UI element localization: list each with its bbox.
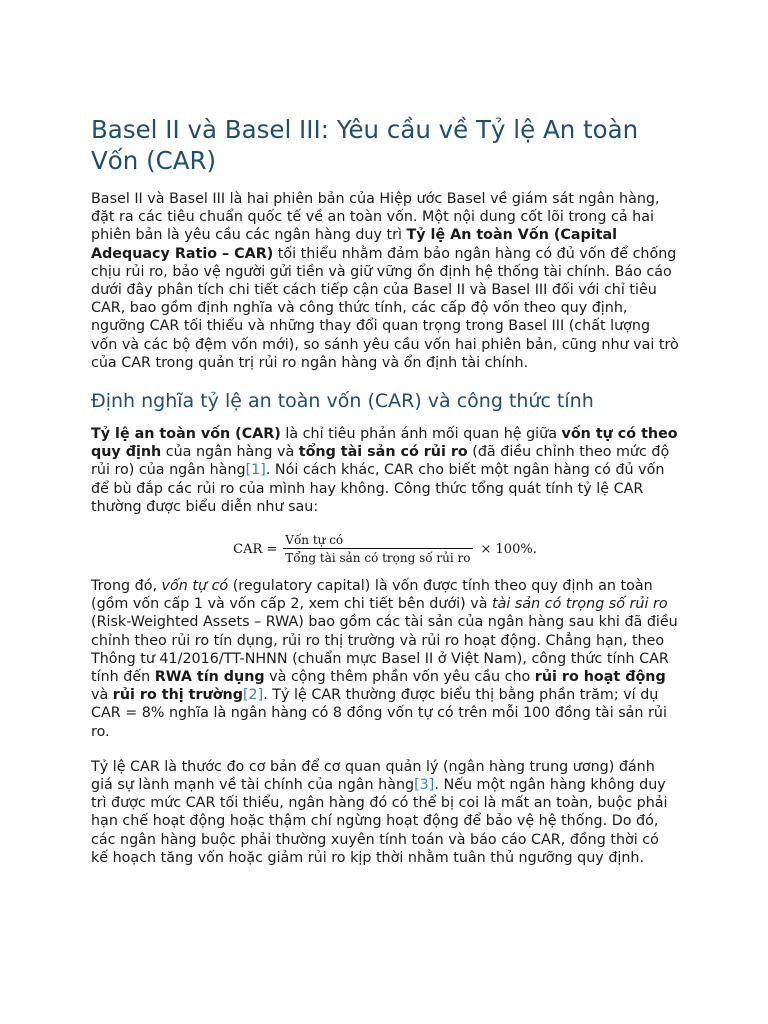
exp-text-4: và cộng thêm phần vốn yêu cầu cho <box>264 669 535 686</box>
exp-bold-market: rủi ro thị trường <box>112 687 243 704</box>
intro-text-2: tối thiểu nhằm đảm bảo ngân hàng có đủ vốn để chống chịu rủi ro, bảo vệ người gửi tiền và giữ vững ổn định hệ thống tài chính. Báo cáo dưới đây phân tích chi tiết cách tiếp cận của Basel II và Basel III đối với chỉ tiêu CAR, bao gồm định nghĩa và công thức tính, các cấp độ vốn theo quy định, ngưỡng CAR tối thiểu và những thay đổi quan trọng trong Basel III (chất lượng vốn và các bộ đệm vốn mới), so sánh yêu cầu vốn hai phiên bản, cũng như vai trò của CAR trong quản trị rủi ro ngân hàng và ổn định tài chính. <box>91 245 679 371</box>
exp-bold-credit-rwa: RWA tín dụng <box>154 669 265 686</box>
formula-fraction <box>283 533 472 565</box>
formula-denominator: Tổng tài sản có trọng số rủi ro <box>285 551 471 566</box>
def-text-2: của ngân hàng và <box>161 444 299 461</box>
exp-text-6: . Tỷ lệ CAR thường được biểu thị bằng phần trăm; ví dụ CAR = 8% nghĩa là ngân hàng có 8 đồng vốn tự có trên mỗi 100 đồng tài sản rủi ro. <box>91 687 667 740</box>
reference-link-3[interactable]: [3] <box>414 777 435 794</box>
def-text-1: là chỉ tiêu phản ánh mối quan hệ giữa <box>280 426 562 443</box>
exp-bold-operational: rủi ro hoạt động <box>534 669 666 686</box>
page-title: Basel II và Basel III: Yêu cầu về Tỷ lệ An toàn Vốn (CAR) <box>91 115 639 175</box>
reference-link-1[interactable]: [1] <box>245 462 266 479</box>
role-text-1: Tỷ lệ CAR là thước đo cơ bản để cơ quan quản lý (ngân hàng trung ương) đánh giá sự lành mạnh về tài chính của ngân hàng <box>91 758 655 794</box>
section-heading-definition: Định nghĩa tỷ lệ an toàn vốn (CAR) và công thức tính <box>91 390 594 413</box>
intro-text-1: Basel II và Basel III là hai phiên bản của Hiệp ước Basel về giám sát ngân hàng, đặt ra các tiêu chuẩn quốc tế về an toàn vốn. Một nội dung cốt lõi trong cả hai phiên bản là yêu cầu các ngân hàng duy trì <box>91 191 660 244</box>
exp-text-1: Trong đó, <box>91 578 162 595</box>
def-text-4: . Nói cách khác, CAR cho biết một ngân hàng có đủ vốn để bù đắp các rủi ro của mình hay không. Công thức tổng quát tính tỷ lệ CAR thường được biểu diễn như sau: <box>91 462 665 515</box>
role-text-2: . Nếu một ngân hàng không duy trì được mức CAR tối thiểu, ngân hàng đó có thể bị coi là mất an toàn, buộc phải hạn chế hoạt động hoặc thậm chí ngừng hoạt động để bảo vệ hệ thống. Do đó, các ngân hàng buộc phải thường xuyên tính toán và báo cáo CAR, đồng thời có kế hoạch tăng vốn hoặc giảm rủi ro kịp thời nhằm tuân thủ ngưỡng quy định. <box>91 777 668 866</box>
exp-text-2: (regulatory capital) là vốn được tính theo quy định an toàn (gồm vốn cấp 1 và vốn cấp 2, xem chi tiết bên dưới) và <box>91 578 653 613</box>
exp-italic-rwa: tài sản có trọng số rủi ro <box>492 596 668 613</box>
exp-italic-capital: vốn tự có <box>161 578 229 595</box>
car-formula <box>91 533 679 565</box>
intro-paragraph <box>91 190 679 372</box>
reference-link-2[interactable]: [2] <box>242 687 264 704</box>
def-bold-car: Tỷ lệ an toàn vốn (CAR) <box>91 426 281 443</box>
document-body <box>91 114 679 884</box>
explanation-paragraph <box>91 577 679 741</box>
formula-numerator: Vốn tự có <box>283 533 472 549</box>
role-paragraph <box>91 758 679 867</box>
formula-rhs: × 100%. <box>480 541 537 557</box>
def-bold-capital: vốn tự có theo quy định <box>91 426 678 461</box>
exp-text-5: và <box>91 687 113 704</box>
def-text-3: (đã điều chỉnh theo mức độ rủi ro) của ngân hàng <box>91 444 670 479</box>
definition-paragraph <box>91 425 679 516</box>
formula-lhs: CAR = <box>233 541 278 557</box>
def-bold-rwa: tổng tài sản có rủi ro <box>298 444 468 461</box>
exp-text-3: (Risk-Weighted Assets – RWA) bao gồm các tài sản của ngân hàng sau khi đã điều chỉnh theo rủi ro tín dụng, rủi ro thị trường và rủi ro hoạt động. Chẳng hạn, theo Thông tư 41/2016/TT-NHNN (chuẩn mực Basel II ở Việt Nam), công thức tính CAR tính đến <box>91 614 678 686</box>
intro-bold-car: Tỷ lệ An toàn Vốn (Capital Adequacy Ratio – CAR) <box>91 227 618 262</box>
